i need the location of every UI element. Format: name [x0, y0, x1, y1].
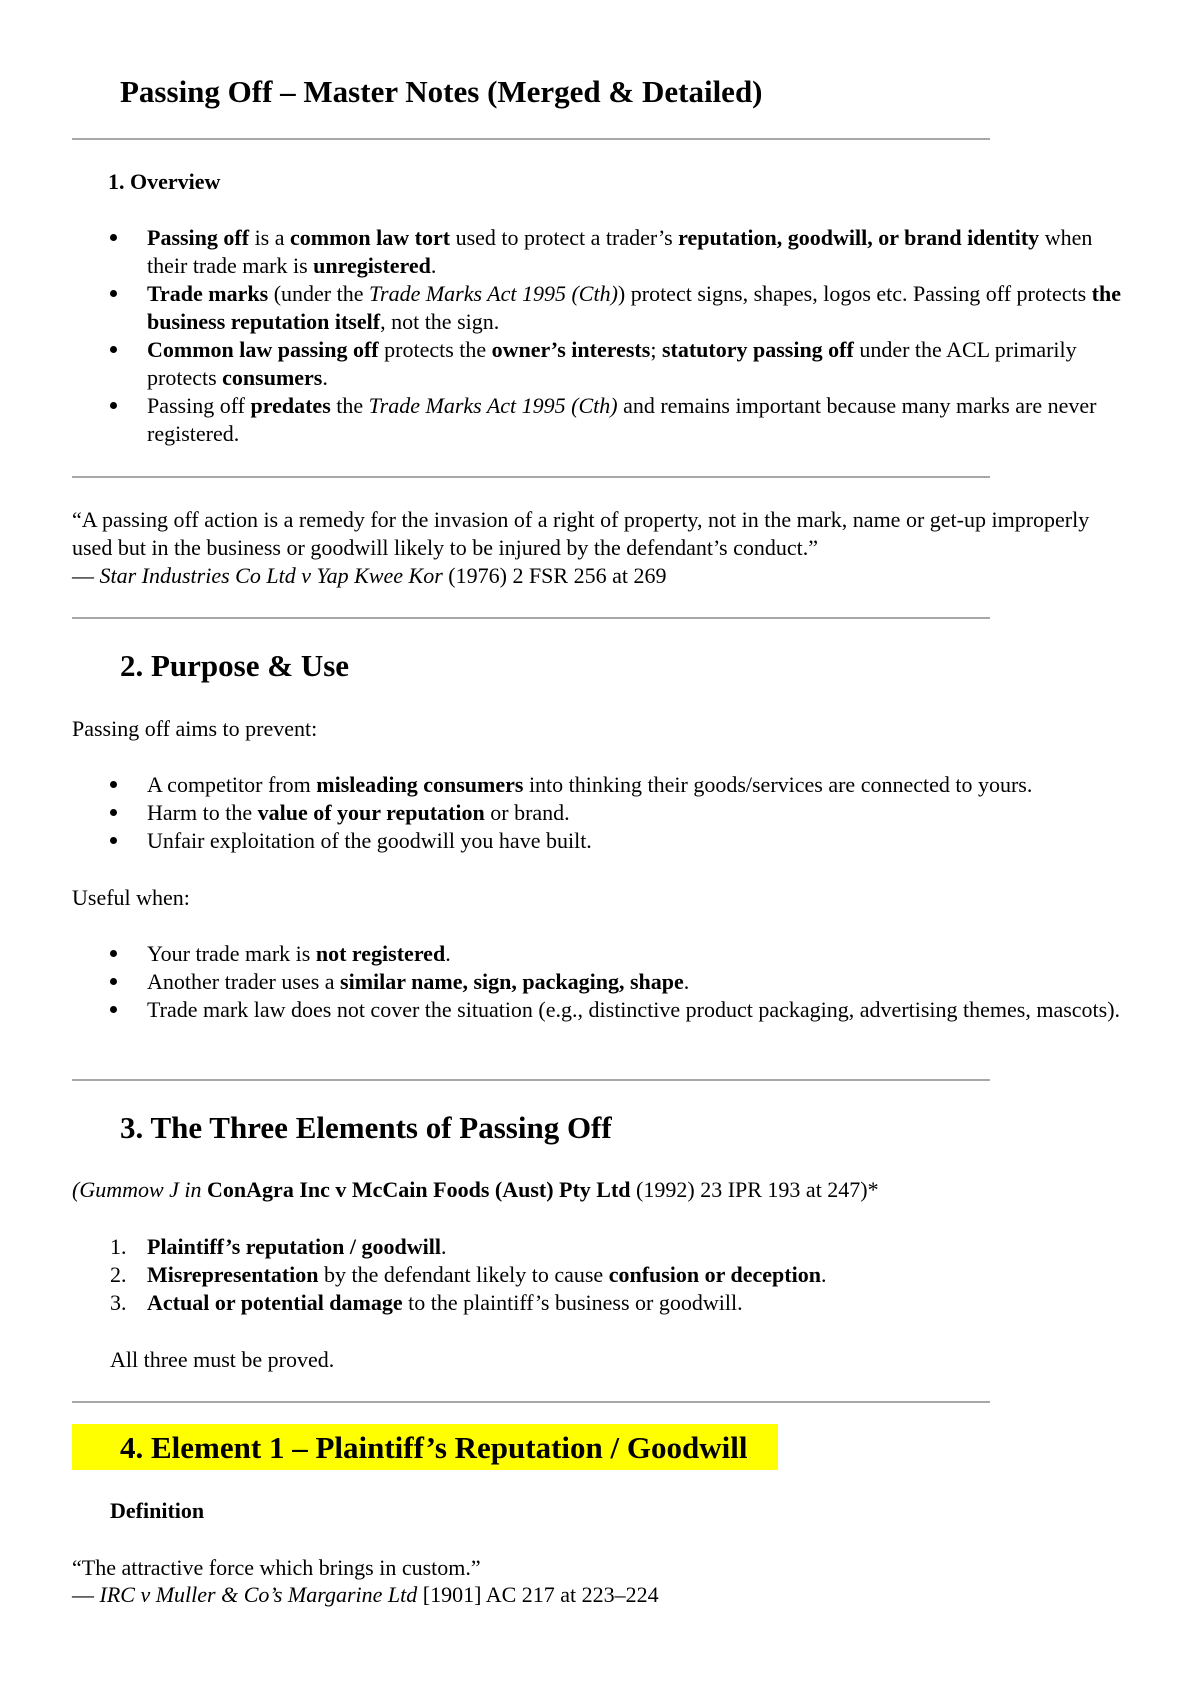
list-item	[72, 968, 1132, 996]
text-run: Harm to the	[147, 800, 258, 825]
text-run: .	[445, 941, 451, 966]
text-run: Trade Marks Act 1995 (Cth)	[369, 281, 618, 306]
horizontal-rule	[72, 476, 990, 478]
list-item	[72, 1289, 1132, 1317]
list-item	[72, 771, 1132, 799]
useful-bullet-list	[72, 940, 1132, 1024]
text-run: .	[683, 969, 690, 994]
text-run: consumers	[222, 365, 323, 390]
quote-text: “A passing off action is a remedy for the invasion of a right of property, not in the mark, name or get-up improperly used but in the business or goodwill likely to be injured by the defendant’s conduct.”	[72, 507, 1090, 560]
elements-heading: 3. The Three Elements of Passing Off	[120, 1110, 612, 1145]
list-number: 1.	[110, 1234, 127, 1259]
definition-quote: “The attractive force which brings in custom.”	[72, 1555, 481, 1580]
text-run: .	[440, 1234, 447, 1259]
element1-heading: 4. Element 1 – Plaintiff’s Reputation / Goodwill	[120, 1430, 748, 1465]
list-item	[72, 827, 1132, 855]
text-run: similar name, sign, packaging, shape	[340, 969, 684, 994]
horizontal-rule	[72, 1079, 990, 1081]
document-title: Passing Off – Master Notes (Merged & Detailed)	[120, 74, 763, 109]
text-run: Trade marks	[147, 281, 269, 306]
purpose-intro: Passing off aims to prevent:	[72, 716, 318, 741]
text-run: Plaintiff’s reputation / goodwill	[147, 1234, 441, 1259]
quote-citation	[72, 562, 1132, 590]
text-run: Star Industries Co Ltd v Yap Kwee Kor	[99, 563, 443, 588]
elements-source	[72, 1176, 1132, 1204]
list-number: 3.	[110, 1290, 127, 1315]
text-run: to the plaintiff’s business or goodwill.	[402, 1290, 743, 1315]
text-run: statutory passing off	[661, 337, 854, 362]
text-run: Unfair exploitation of the goodwill you have built.	[147, 828, 592, 853]
text-run: misleading consumers	[316, 772, 524, 797]
text-run: used to protect a trader’s	[450, 225, 679, 250]
text-run: confusion or deception	[608, 1262, 821, 1287]
text-run: (Gummow J in	[72, 1177, 208, 1202]
text-run: by the defendant likely to cause	[318, 1262, 609, 1287]
text-run: Trade mark law does not cover the situation (e.g., distinctive product packaging, advertising themes, mascots).	[147, 997, 1121, 1022]
purpose-bullet-list	[72, 771, 1132, 855]
text-run: unregistered	[313, 253, 431, 278]
text-run: Actual or potential damage	[147, 1290, 403, 1315]
list-item	[72, 280, 1122, 336]
text-run: —	[72, 563, 100, 588]
text-run: IRC v Muller & Co’s Margarine Ltd	[99, 1582, 418, 1607]
list-item	[72, 1233, 1132, 1261]
horizontal-rule	[72, 1401, 990, 1403]
text-run: ;	[650, 337, 662, 362]
overview-heading: 1. Overview	[108, 169, 221, 194]
text-run: .	[820, 1262, 827, 1287]
text-run: or brand.	[484, 800, 570, 825]
text-run: predates	[250, 393, 331, 418]
list-number: 2.	[110, 1262, 127, 1287]
text-run: (under the	[268, 281, 369, 306]
text-run: not registered	[315, 941, 446, 966]
elements-numbered-list	[72, 1233, 1132, 1317]
purpose-heading: 2. Purpose & Use	[120, 648, 350, 683]
text-run: protects the	[378, 337, 492, 362]
text-run: when their trade mark is	[147, 225, 1093, 278]
text-run: value of your reputation	[257, 800, 485, 825]
text-run: owner’s interests	[491, 337, 651, 362]
text-run: into thinking their goods/services are connected to yours.	[523, 772, 1033, 797]
definition-subheading: Definition	[110, 1498, 205, 1523]
text-run: Another trader uses a	[147, 969, 341, 994]
text-run: (1992) 23 IPR 193 at 247)*	[630, 1177, 879, 1202]
list-item	[72, 224, 1122, 280]
text-run: reputation, goodwill, or brand identity	[678, 225, 1040, 250]
text-run: Passing off	[147, 225, 250, 250]
definition-citation	[72, 1581, 659, 1609]
text-run: Misrepresentation	[147, 1262, 319, 1287]
text-run: .	[322, 365, 328, 390]
list-item	[72, 336, 1122, 392]
text-run: ) protect signs, shapes, logos etc. Passing off protects	[617, 281, 1092, 306]
text-run: [1901] AC 217 at 223–224	[417, 1582, 659, 1607]
text-run: is a	[249, 225, 291, 250]
text-run: Your trade mark is	[147, 941, 316, 966]
text-run: (1976) 2 FSR 256 at 269	[442, 563, 667, 588]
text-run: A competitor from	[147, 772, 317, 797]
text-run: Passing off	[147, 393, 251, 418]
text-run: common law tort	[290, 225, 451, 250]
text-run: and remains important because many marks are never registered.	[147, 393, 1097, 446]
list-item	[72, 392, 1122, 448]
text-run: —	[72, 1582, 100, 1607]
text-run: under the ACL primarily protects	[147, 337, 1077, 390]
text-run: the business reputation itself	[147, 281, 1121, 334]
overview-bullet-list	[72, 224, 1122, 448]
text-run: ConAgra Inc v McCain Foods (Aust) Pty Ltd	[207, 1177, 631, 1202]
text-run: .	[430, 253, 437, 278]
text-run: , not the sign.	[380, 309, 500, 334]
text-run: Common law passing off	[147, 337, 379, 362]
list-item	[72, 799, 1132, 827]
horizontal-rule	[72, 138, 990, 140]
useful-intro: Useful when:	[72, 885, 190, 910]
text-run: the	[330, 393, 369, 418]
text-run: Trade Marks Act 1995 (Cth)	[368, 393, 618, 418]
list-item	[72, 996, 1132, 1024]
list-item	[72, 940, 1132, 968]
horizontal-rule	[72, 617, 990, 619]
list-item	[72, 1261, 1132, 1289]
elements-note: All three must be proved.	[110, 1347, 335, 1372]
